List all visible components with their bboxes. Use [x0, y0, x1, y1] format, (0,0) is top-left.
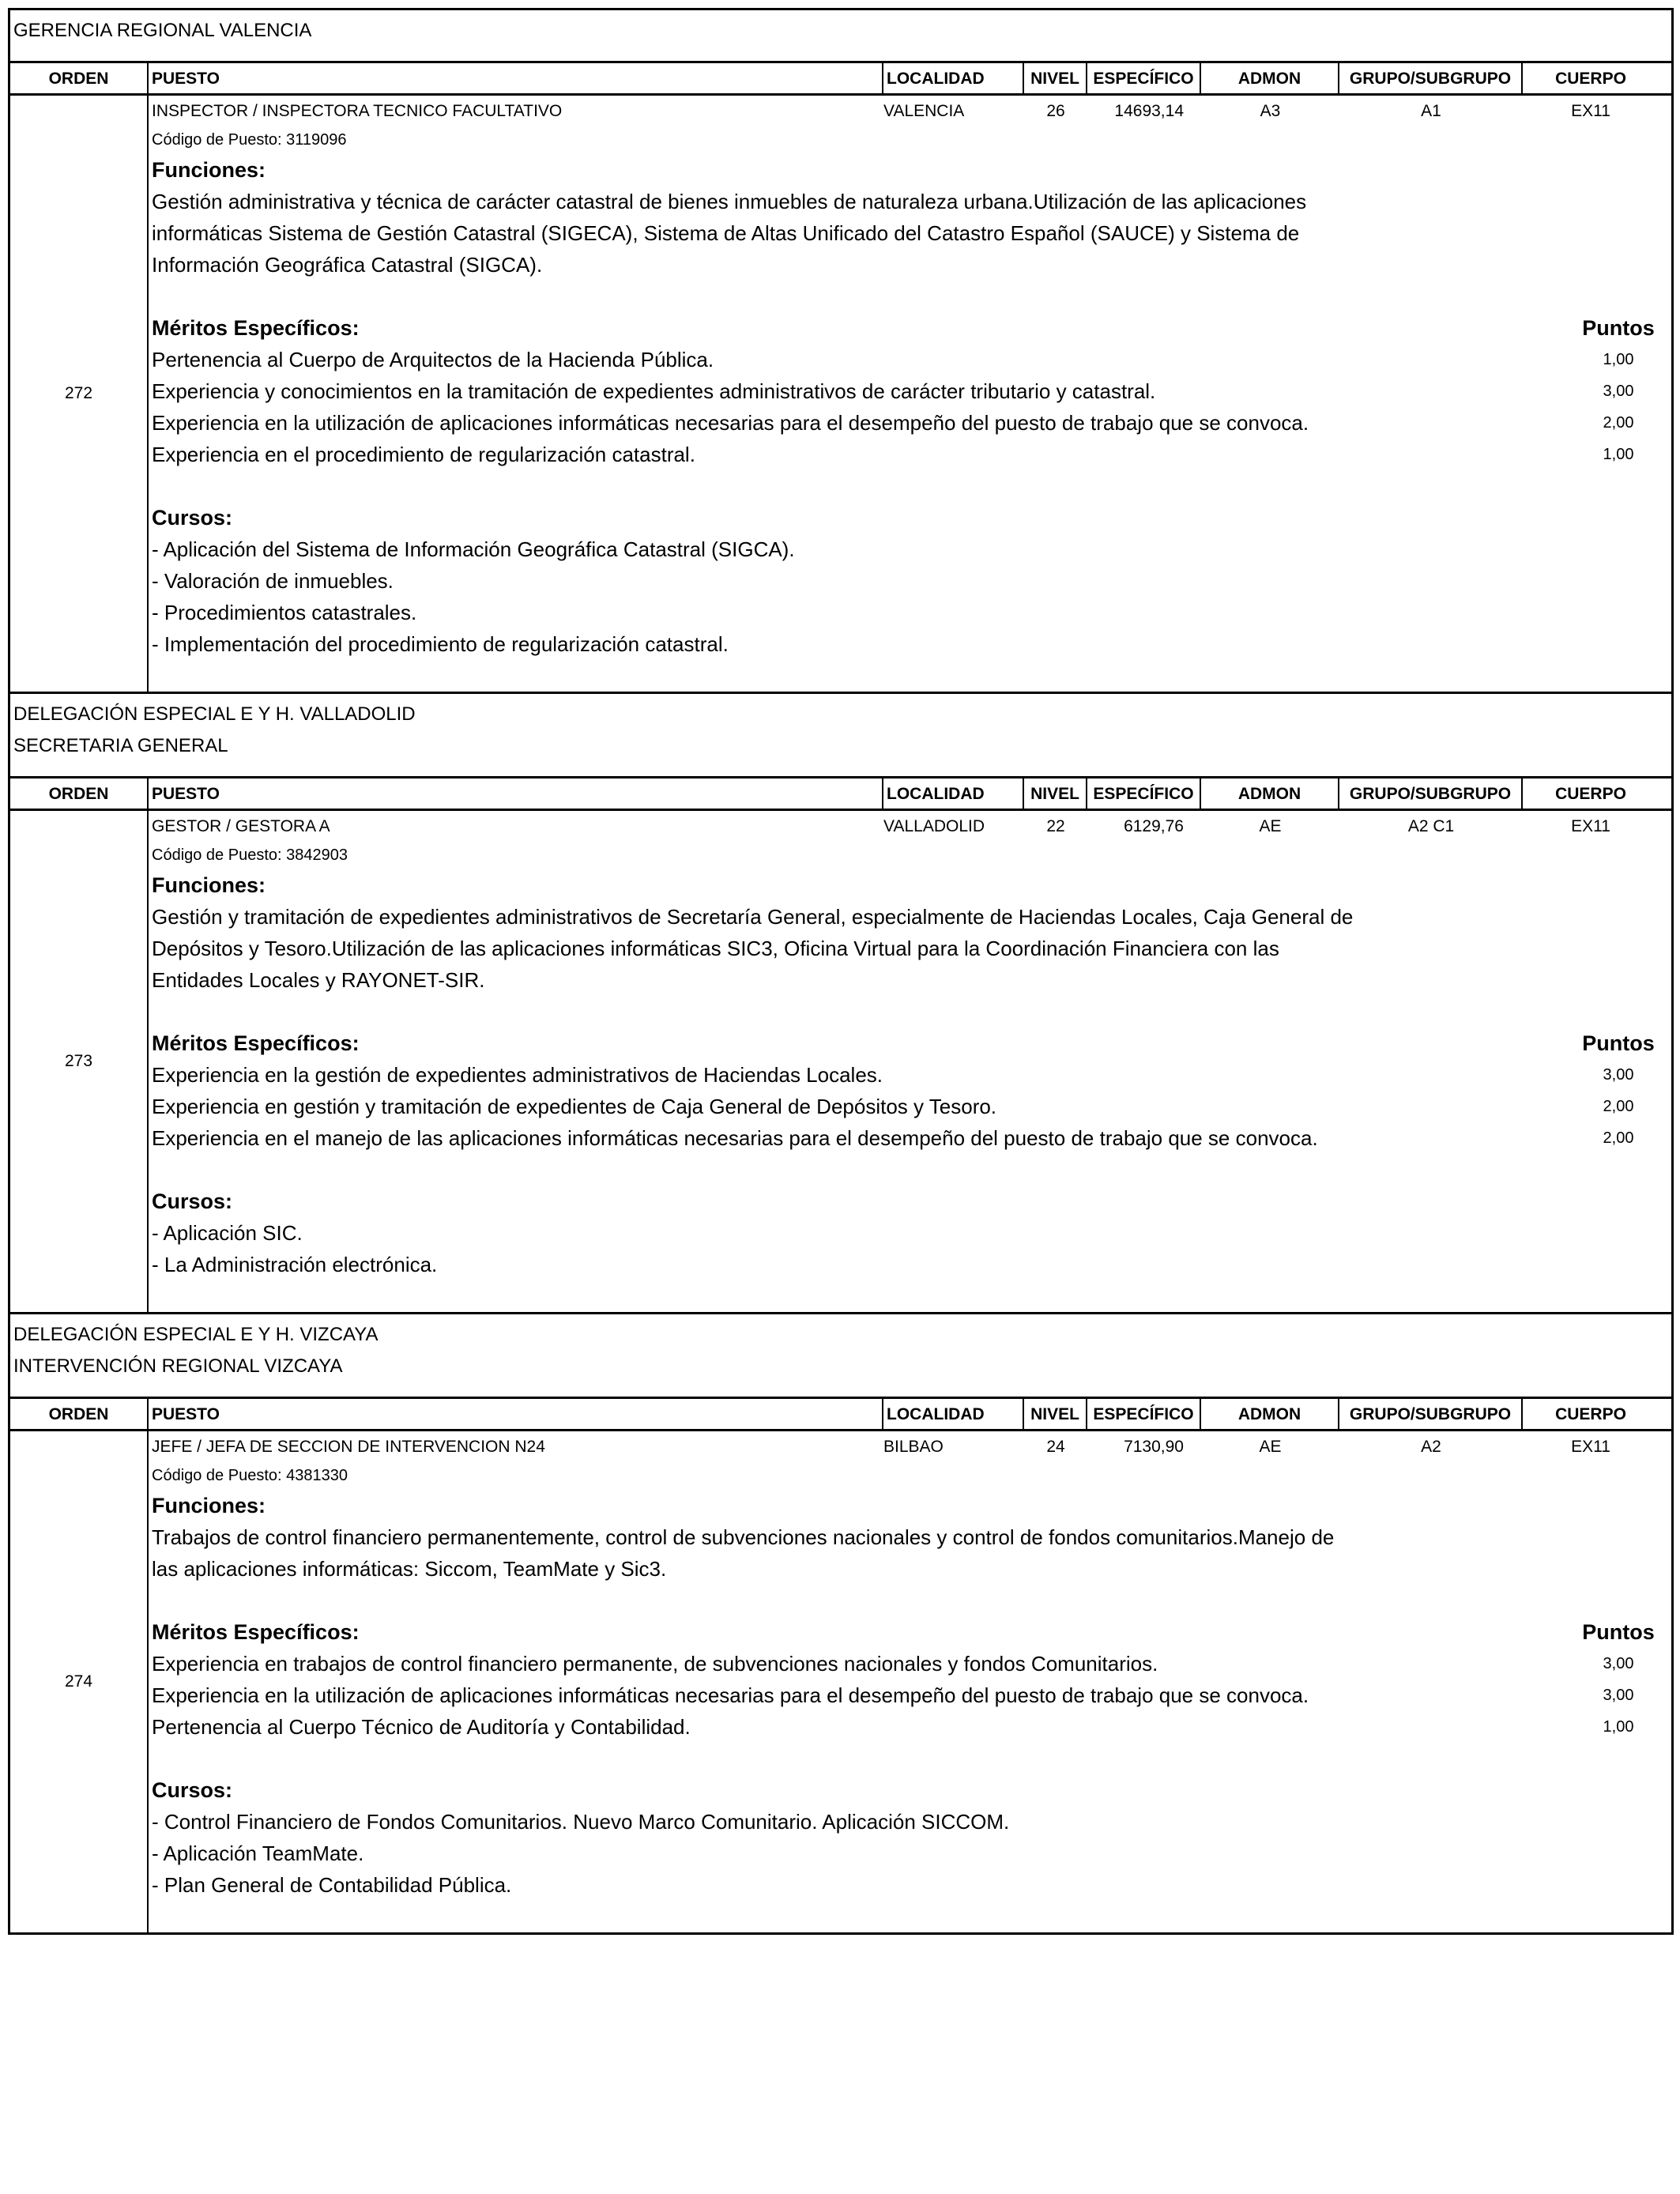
localidad-value: BILBAO	[883, 1438, 944, 1456]
meritos-header	[152, 312, 1671, 344]
region-heading	[10, 1314, 1671, 1382]
funciones-line: Entidades Locales y RAYONET-SIR.	[152, 968, 485, 992]
position-summary-line	[149, 97, 1671, 126]
curso-item: - Aplicación SIC.	[152, 1221, 303, 1245]
merit-text: Experiencia en gestión y tramitación de expedientes de Caja General de Depósitos y Tesoro.	[152, 1095, 997, 1118]
puntos-heading: Puntos	[1582, 1031, 1655, 1055]
merit-text: Experiencia en la utilización de aplicaciones informáticas necesarias para el desempeño del puesto de trabajo que se convoca.	[152, 411, 1309, 435]
position-section	[10, 1314, 1671, 1935]
column-header-admon: ADMON	[1201, 63, 1339, 95]
spacer	[152, 1154, 1671, 1186]
localidad-value: VALLADOLID	[883, 817, 985, 835]
spacer	[152, 1743, 1671, 1774]
localidad-value: VALENCIA	[883, 102, 965, 120]
region-heading	[10, 10, 1671, 47]
column-header-row	[10, 61, 1671, 96]
position-detail	[149, 96, 1671, 692]
grupo-value: A2 C1	[1407, 817, 1455, 835]
column-header-localidad: LOCALIDAD	[883, 63, 1024, 95]
curso-item: - Aplicación TeamMate.	[152, 1842, 364, 1865]
funciones-line: Información Geográfica Catastral (SIGCA).	[152, 253, 543, 277]
cursos-heading: Cursos:	[152, 1778, 233, 1802]
merit-points: 2,00	[1603, 1098, 1634, 1115]
column-header-nivel: NIVEL	[1024, 63, 1087, 95]
merit-item	[152, 1122, 1671, 1154]
column-header-cuerpo: CUERPO	[1555, 70, 1626, 88]
cursos-heading: Cursos:	[152, 506, 233, 530]
merit-text: Pertenencia al Cuerpo de Arquitectos de la Hacienda Pública.	[152, 348, 714, 371]
column-header-nivel: NIVEL	[1024, 1399, 1087, 1431]
codigo-puesto: Código de Puesto: 3842903	[152, 846, 348, 864]
meritos-heading: Méritos Específicos:	[152, 1031, 360, 1055]
merit-points: 1,00	[1603, 351, 1634, 368]
funciones-line: Gestión administrativa y técnica de carácter catastral de bienes inmuebles de naturaleza urbana.Utilización de las aplicaciones	[152, 190, 1307, 213]
spacer	[152, 281, 1671, 312]
merit-points: 2,00	[1603, 1129, 1634, 1147]
meritos-heading: Méritos Específicos:	[152, 316, 360, 340]
merit-text: Experiencia en la utilización de aplicaciones informáticas necesarias para el desempeño del puesto de trabajo que se convoca.	[152, 1683, 1309, 1707]
merit-text: Experiencia en la gestión de expedientes administrativos de Haciendas Locales.	[152, 1063, 883, 1087]
column-header-orden: ORDEN	[10, 778, 149, 810]
merit-points: 3,00	[1603, 1655, 1634, 1672]
position-summary-line	[149, 812, 1671, 841]
orden-number: 273	[10, 811, 149, 1312]
cuerpo-value: EX11	[1571, 817, 1610, 835]
column-header-especifico: ESPECÍFICO	[1087, 63, 1201, 95]
column-header-row	[10, 1397, 1671, 1431]
column-header-especifico: ESPECÍFICO	[1087, 1399, 1201, 1431]
curso-item: - Implementación del procedimiento de regularización catastral.	[152, 632, 729, 656]
table-row	[10, 96, 1671, 692]
column-header-row	[10, 776, 1671, 811]
merit-item	[152, 1711, 1671, 1743]
merit-text: Experiencia en el manejo de las aplicaciones informáticas necesarias para el desempeño del puesto de trabajo que se convoca.	[152, 1126, 1318, 1150]
table-row	[10, 811, 1671, 1312]
cursos-heading: Cursos:	[152, 1189, 233, 1213]
merit-item	[152, 439, 1671, 470]
orden-number: 272	[10, 96, 149, 692]
puesto-title: GESTOR / GESTORA A	[152, 817, 330, 835]
spacer	[152, 470, 1671, 502]
column-header-puesto: PUESTO	[149, 63, 883, 95]
nivel-value: 24	[1046, 1438, 1065, 1456]
especifico-value: 6129,76	[1124, 817, 1184, 835]
merit-item	[152, 1648, 1671, 1679]
column-header-admon: ADMON	[1201, 778, 1339, 810]
column-header-localidad: LOCALIDAD	[883, 1399, 1024, 1431]
merit-points: 1,00	[1603, 1718, 1634, 1736]
column-header-cuerpo: CUERPO	[1555, 785, 1626, 803]
orden-number: 274	[10, 1431, 149, 1932]
merit-item	[152, 344, 1671, 375]
merit-points: 3,00	[1603, 1066, 1634, 1084]
especifico-value: 14693,14	[1114, 102, 1184, 120]
merit-text: Experiencia en trabajos de control financiero permanente, de subvenciones nacionales y fondos Comunitarios.	[152, 1652, 1158, 1676]
column-header-grupo: GRUPO/SUBGRUPO	[1339, 1399, 1523, 1431]
column-header-puesto: PUESTO	[149, 1399, 883, 1431]
funciones-heading: Funciones:	[152, 873, 266, 897]
region-line: INTERVENCIÓN REGIONAL VIZCAYA	[13, 1355, 343, 1377]
puesto-title: JEFE / JEFA DE SECCION DE INTERVENCION N24	[152, 1438, 545, 1456]
funciones-line: informáticas Sistema de Gestión Catastral (SIGECA), Sistema de Altas Unificado del Catastro Español (SAUCE) y Sistema de	[152, 221, 1300, 245]
meritos-header	[152, 1027, 1671, 1059]
position-section	[10, 10, 1671, 694]
funciones-line: las aplicaciones informáticas: Siccom, TeamMate y Sic3.	[152, 1557, 667, 1581]
merit-text: Experiencia en el procedimiento de regularización catastral.	[152, 443, 695, 466]
admon-value: A3	[1260, 102, 1281, 120]
region-line: GERENCIA REGIONAL VALENCIA	[13, 20, 312, 41]
puesto-title: INSPECTOR / INSPECTORA TECNICO FACULTATIVO	[152, 102, 563, 120]
column-header-orden: ORDEN	[10, 1399, 149, 1431]
nivel-value: 26	[1046, 102, 1065, 120]
cuerpo-value: EX11	[1571, 102, 1610, 120]
puntos-heading: Puntos	[1582, 1620, 1655, 1644]
column-header-nivel: NIVEL	[1024, 778, 1087, 810]
merit-item	[152, 1059, 1671, 1091]
column-header-orden: ORDEN	[10, 63, 149, 95]
admon-value: AE	[1259, 817, 1282, 835]
region-heading	[10, 694, 1671, 762]
grupo-value: A1	[1421, 102, 1441, 120]
merit-text: Pertenencia al Cuerpo Técnico de Auditoría y Contabilidad.	[152, 1715, 691, 1739]
funciones-heading: Funciones:	[152, 1494, 266, 1517]
codigo-puesto: Código de Puesto: 3119096	[152, 131, 347, 149]
especifico-value: 7130,90	[1124, 1438, 1184, 1456]
column-header-admon: ADMON	[1201, 1399, 1339, 1431]
cuerpo-value: EX11	[1571, 1438, 1610, 1456]
column-header-cuerpo: CUERPO	[1555, 1405, 1626, 1423]
table-row	[10, 1431, 1671, 1932]
grupo-value: A2	[1421, 1438, 1441, 1456]
region-line: SECRETARIA GENERAL	[13, 735, 228, 756]
position-detail	[149, 811, 1671, 1312]
region-line: DELEGACIÓN ESPECIAL E Y H. VIZCAYA	[13, 1324, 379, 1345]
funciones-line: Trabajos de control financiero permanentemente, control de subvenciones nacionales y control de fondos comunitarios.Manejo de	[152, 1525, 1335, 1549]
curso-item: - La Administración electrónica.	[152, 1253, 438, 1276]
funciones-line: Depósitos y Tesoro.Utilización de las aplicaciones informáticas SIC3, Oficina Virtual para la Coordinación Financiera con las	[152, 937, 1279, 960]
position-summary-line	[149, 1433, 1671, 1461]
funciones-line: Gestión y tramitación de expedientes administrativos de Secretaría General, especialmente de Haciendas Locales, Caja General de	[152, 905, 1354, 929]
merit-text: Experiencia y conocimientos en la tramitación de expedientes administrativos de carácter tributario y catastral.	[152, 379, 1156, 403]
admon-value: AE	[1259, 1438, 1282, 1456]
merit-points: 3,00	[1603, 1687, 1634, 1704]
merit-item	[152, 407, 1671, 439]
merit-item	[152, 1679, 1671, 1711]
job-listing-document	[8, 8, 1674, 1935]
curso-item: - Aplicación del Sistema de Información Geográfica Catastral (SIGCA).	[152, 537, 795, 561]
spacer	[152, 1585, 1671, 1616]
column-header-especifico: ESPECÍFICO	[1087, 778, 1201, 810]
spacer	[152, 996, 1671, 1027]
merit-item	[152, 375, 1671, 407]
curso-item: - Plan General de Contabilidad Pública.	[152, 1873, 512, 1897]
column-header-localidad: LOCALIDAD	[883, 778, 1024, 810]
merit-points: 1,00	[1603, 446, 1634, 463]
position-detail	[149, 1431, 1671, 1932]
region-line: DELEGACIÓN ESPECIAL E Y H. VALLADOLID	[13, 703, 416, 725]
curso-item: - Control Financiero de Fondos Comunitarios. Nuevo Marco Comunitario. Aplicación SICCOM.	[152, 1810, 1010, 1834]
nivel-value: 22	[1046, 817, 1065, 835]
merit-item	[152, 1091, 1671, 1122]
curso-item: - Procedimientos catastrales.	[152, 601, 417, 624]
codigo-puesto: Código de Puesto: 4381330	[152, 1467, 348, 1484]
curso-item: - Valoración de inmuebles.	[152, 569, 394, 593]
merit-points: 2,00	[1603, 414, 1634, 432]
column-header-grupo: GRUPO/SUBGRUPO	[1339, 63, 1523, 95]
merit-points: 3,00	[1603, 383, 1634, 400]
funciones-heading: Funciones:	[152, 158, 266, 182]
meritos-heading: Méritos Específicos:	[152, 1620, 360, 1644]
column-header-puesto: PUESTO	[149, 778, 883, 810]
column-header-grupo: GRUPO/SUBGRUPO	[1339, 778, 1523, 810]
position-section	[10, 694, 1671, 1314]
meritos-header	[152, 1616, 1671, 1648]
puntos-heading: Puntos	[1582, 316, 1655, 340]
